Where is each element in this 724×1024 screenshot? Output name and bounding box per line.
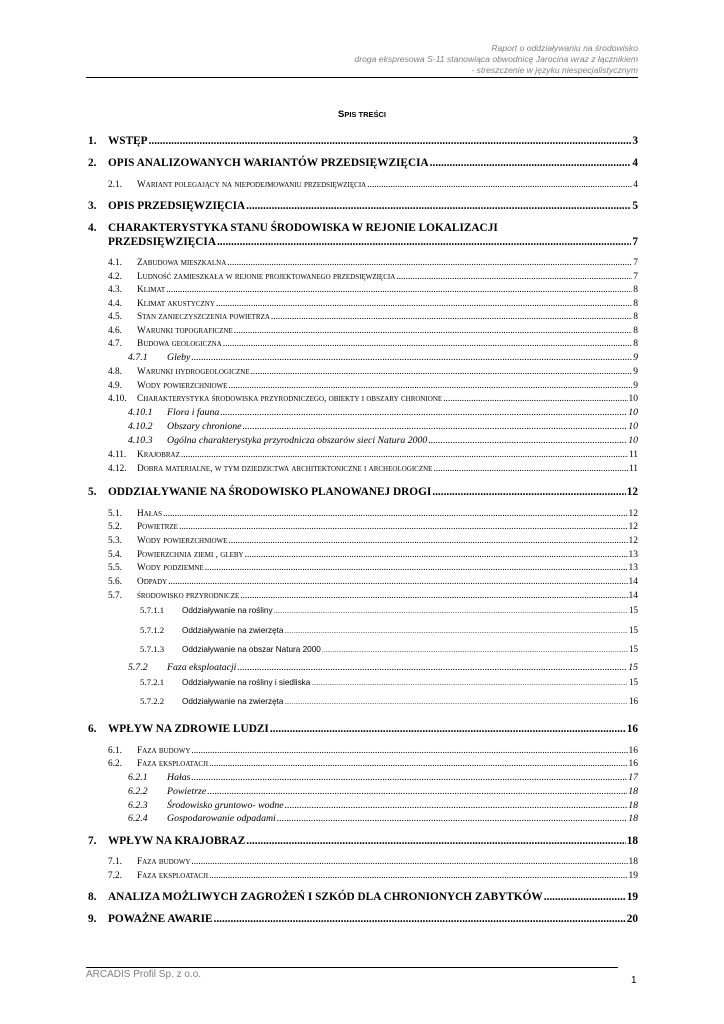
toc-text: Faza budowy xyxy=(137,746,191,756)
toc-entry-6-2-4[interactable] xyxy=(88,813,638,824)
leader-dots xyxy=(207,786,627,797)
toc-text: Klimat akustyczny xyxy=(137,299,215,309)
toc-entry-6[interactable] xyxy=(88,723,638,735)
footer-divider xyxy=(86,967,618,968)
toc-text: Gospodarowanie odpadami xyxy=(167,813,276,824)
toc-entry-4-10-3[interactable] xyxy=(88,435,638,446)
toc-entry-5-2[interactable] xyxy=(88,522,638,532)
toc-page: 12 xyxy=(628,509,638,519)
toc-page: 16 xyxy=(628,746,638,756)
toc-entry-4-6[interactable] xyxy=(88,326,638,336)
toc-num: 5.2. xyxy=(108,522,122,532)
toc-text: Flora i fauna xyxy=(167,407,220,418)
toc-text: OPIS PRZEDSIĘWZIĘCIA xyxy=(108,200,246,212)
toc-page: 8 xyxy=(633,326,638,336)
toc-entry-7-1[interactable] xyxy=(88,857,638,867)
toc-page: 18 xyxy=(626,835,638,847)
toc-page: 14 xyxy=(628,591,638,601)
toc-text: ANALIZA MOŻLIWYCH ZAGROŻEŃ I SZKÓD DLA CHRONIONYCH ZABYTKÓW xyxy=(108,891,543,903)
toc-text: Budowa geologiczna xyxy=(137,339,222,349)
toc-entry-4-2[interactable] xyxy=(88,272,638,282)
toc-text: Powietrze xyxy=(137,522,178,532)
toc-page: 11 xyxy=(628,450,638,460)
toc-entry-4-3[interactable] xyxy=(88,285,638,295)
toc-num: 4.10.2 xyxy=(128,421,153,432)
toc-num: 4.4. xyxy=(108,299,122,309)
toc-num: 7. xyxy=(88,835,97,847)
toc-text: WSTĘP xyxy=(108,135,148,147)
toc-num: 4.8. xyxy=(108,367,122,377)
toc-entry-7[interactable] xyxy=(88,835,638,847)
toc-entry-6-2[interactable] xyxy=(88,759,638,769)
leader-dots xyxy=(149,135,632,147)
toc-entry-4-7[interactable] xyxy=(88,339,638,349)
toc-page: 19 xyxy=(626,891,638,903)
toc-page: 19 xyxy=(628,871,638,881)
toc-entry-2-1[interactable] xyxy=(88,180,638,190)
toc-text: ODDZIAŁYWANIE NA ŚRODOWISKO PLANOWANEJ DROGI xyxy=(108,486,432,498)
leader-dots xyxy=(396,272,632,282)
page-header xyxy=(354,43,638,76)
leader-dots xyxy=(428,435,627,446)
toc-text: Powierzchnia ziemi , gleby xyxy=(137,550,244,560)
toc-page: 7 xyxy=(633,258,638,268)
leader-dots xyxy=(237,662,627,673)
toc-num: 4.6. xyxy=(108,326,122,336)
toc-page: 17 xyxy=(628,772,638,783)
toc-entry-6-1[interactable] xyxy=(88,746,638,756)
toc-entry-8[interactable] xyxy=(88,891,638,903)
leader-dots xyxy=(216,299,632,309)
header-line-2: droga ekspresowa S-11 stanowiąca obwodnicę Jarocina wraz z łącznikiem xyxy=(354,54,638,64)
toc-text: Warunki topograficzne xyxy=(137,326,233,336)
toc-entry-3[interactable] xyxy=(88,200,638,212)
toc-page: 9 xyxy=(633,352,638,363)
toc-entry-4-5[interactable] xyxy=(88,312,638,322)
leader-dots xyxy=(433,464,627,474)
toc-page: 16 xyxy=(626,723,638,735)
toc-entry-4-4[interactable] xyxy=(88,299,638,309)
toc-page: 18 xyxy=(628,857,638,867)
footer-company: ARCADIS Profil Sp. z o.o. xyxy=(86,969,202,980)
toc-entry-5-1[interactable] xyxy=(88,509,638,519)
leader-dots xyxy=(284,628,628,635)
toc-entry-5-3[interactable] xyxy=(88,536,638,546)
leader-dots xyxy=(214,913,626,925)
toc-text: Oddziaływanie na obszar Natura 2000 xyxy=(182,645,321,654)
toc-text: Stan zanieczyszczenia powietrza xyxy=(137,312,270,322)
toc-page: 11 xyxy=(628,464,638,474)
toc-text: POWAŻNE AWARIE xyxy=(108,913,213,925)
toc-num: 2.1. xyxy=(108,180,122,190)
leader-dots xyxy=(223,339,633,349)
leader-dots xyxy=(168,577,627,587)
toc-page: 4 xyxy=(633,180,638,190)
toc-entry-4-10-1[interactable] xyxy=(88,407,638,418)
toc-num: 5.7.1.3 xyxy=(140,644,165,654)
toc-entry-4-10-2[interactable] xyxy=(88,421,638,432)
toc-page: 7 xyxy=(632,236,638,248)
toc-text: Faza budowy xyxy=(137,857,191,867)
toc-page: 15 xyxy=(629,605,638,615)
toc-title-initial: S xyxy=(337,109,345,120)
toc-page: 4 xyxy=(632,157,638,169)
toc-text: Wody powierzchniowe xyxy=(137,536,228,546)
leader-dots xyxy=(322,647,628,654)
toc-num: 4.3. xyxy=(108,285,122,295)
toc-num: 5.7.1.1 xyxy=(140,605,165,615)
toc-text: Gleby xyxy=(167,352,191,363)
leader-dots xyxy=(179,522,628,532)
toc-text: środowisko przyrodnicze xyxy=(137,591,240,601)
toc-num: 4.5. xyxy=(108,312,122,322)
leader-dots xyxy=(228,536,627,546)
leader-dots xyxy=(181,450,628,460)
toc-num: 6. xyxy=(88,723,97,735)
toc-entry-5-6[interactable] xyxy=(88,577,638,587)
leader-dots xyxy=(430,157,632,169)
toc-num: 4.2. xyxy=(108,272,122,282)
toc-text: Klimat xyxy=(137,285,166,295)
toc-entry-4-1[interactable] xyxy=(88,258,638,268)
toc-num: 5.7.2.1 xyxy=(140,677,165,687)
toc-text: Charakterystyka środowiska przyrodniczego, obiekty i obszary chronione xyxy=(137,394,443,404)
toc-page: 12 xyxy=(628,536,638,546)
toc-text: Hałas xyxy=(137,509,162,519)
toc-num: 4.7.1 xyxy=(128,352,148,363)
toc-page: 8 xyxy=(633,312,638,322)
toc-num: 4.12. xyxy=(108,464,127,474)
leader-dots xyxy=(242,421,627,432)
toc-entry-7-2[interactable] xyxy=(88,871,638,881)
toc-page: 15 xyxy=(629,625,638,635)
toc-num: 6.1. xyxy=(108,746,122,756)
leader-dots xyxy=(209,759,627,769)
leader-dots xyxy=(234,326,632,336)
toc-page: 10 xyxy=(628,421,638,432)
toc-page: 18 xyxy=(628,800,638,811)
leader-dots xyxy=(277,813,627,824)
toc-text: Faza eksploatacji xyxy=(167,662,237,673)
toc-page: 8 xyxy=(633,299,638,309)
toc-text: Faza eksploatacji xyxy=(137,871,209,881)
leader-dots xyxy=(166,285,632,295)
toc-entry-4-12[interactable] xyxy=(88,464,638,474)
toc-page: 9 xyxy=(633,381,638,391)
toc-text: Hałas xyxy=(167,772,191,783)
toc-page: 20 xyxy=(626,913,638,925)
toc-entry-5-7-2-1[interactable] xyxy=(88,677,638,687)
toc-num: 4.10.1 xyxy=(128,407,153,418)
toc-num: 7.2. xyxy=(108,871,122,881)
toc-num: 4.11. xyxy=(108,450,127,460)
toc-text: Zabudowa mieszkalna xyxy=(137,258,227,268)
toc-text: Dobra materialne, w tym dziedzictwa architektoniczne i archeologiczne xyxy=(137,464,433,474)
toc-page: 16 xyxy=(629,696,638,706)
leader-dots xyxy=(311,680,628,687)
toc-page: 10 xyxy=(628,407,638,418)
toc-num: 6.2. xyxy=(108,759,122,769)
toc-num: 5.6. xyxy=(108,577,122,587)
header-line-1: Raport o oddziaływaniu na środowisko xyxy=(491,43,638,53)
toc-page: 13 xyxy=(628,563,638,573)
toc-num: 5.4. xyxy=(108,550,122,560)
leader-dots xyxy=(251,367,633,377)
toc-entry-4[interactable] xyxy=(88,222,638,234)
leader-dots xyxy=(544,891,626,903)
leader-dots xyxy=(284,699,628,706)
toc-num: 6.2.3 xyxy=(128,800,148,811)
leader-dots xyxy=(443,394,627,404)
toc-num: 2. xyxy=(88,157,97,169)
page-number: 1 xyxy=(631,975,637,986)
toc-page: 10 xyxy=(628,394,638,404)
toc-page: 9 xyxy=(633,367,638,377)
toc-entry-4-7-1[interactable] xyxy=(88,352,638,363)
leader-dots xyxy=(220,407,627,418)
toc-entry-5-7-1-3[interactable] xyxy=(88,644,638,654)
toc-num: 6.2.2 xyxy=(128,786,148,797)
toc-entry-2[interactable] xyxy=(88,157,638,169)
header-divider xyxy=(86,77,638,78)
toc-page: 7 xyxy=(633,272,638,282)
toc-entry-5-7[interactable] xyxy=(88,591,638,601)
toc-entry-4-10[interactable] xyxy=(88,394,638,404)
toc-num: 4.10.3 xyxy=(128,435,153,446)
leader-dots xyxy=(367,180,632,190)
header-line-3: - streszczenie w języku niespecjalistycznym xyxy=(471,65,638,75)
toc-page: 8 xyxy=(633,285,638,295)
toc-page: 15 xyxy=(628,662,638,673)
toc-entry-5-7-2[interactable] xyxy=(88,662,638,673)
toc-page: 12 xyxy=(628,522,638,532)
toc-text: Krajobraz xyxy=(137,450,180,460)
leader-dots xyxy=(245,550,628,560)
leader-dots xyxy=(191,857,627,867)
toc-text: PRZEDSIĘWZIĘCIA xyxy=(108,236,216,248)
toc-text: Ogólna charakterystyka przyrodnicza obszarów sieci Natura 2000 xyxy=(167,435,428,446)
leader-dots xyxy=(191,352,632,363)
toc-num: 5.3. xyxy=(108,536,122,546)
leader-dots xyxy=(432,486,625,498)
toc-num: 4.1. xyxy=(108,258,122,268)
toc-entry-5-7-1-2[interactable] xyxy=(88,625,638,635)
toc-entry-5-4[interactable] xyxy=(88,550,638,560)
leader-dots xyxy=(209,871,627,881)
leader-dots xyxy=(240,591,627,601)
toc-num: 5.7.2 xyxy=(128,662,148,673)
toc-num: 5.1. xyxy=(108,509,122,519)
toc-num: 5.5. xyxy=(108,563,122,573)
toc-entry-6-2-1[interactable] xyxy=(88,772,638,783)
toc-num: 4.10. xyxy=(108,394,127,404)
toc-entry-5-5[interactable] xyxy=(88,563,638,573)
toc-entry-4-8[interactable] xyxy=(88,367,638,377)
toc-title-rest: PIS TREŚCI xyxy=(344,110,387,119)
toc-num: 1. xyxy=(88,135,97,147)
leader-dots xyxy=(246,200,631,212)
toc-text: Wody powierzchniowe xyxy=(137,381,228,391)
leader-dots xyxy=(227,258,632,268)
toc-entry-5-7-2-2[interactable] xyxy=(88,696,638,706)
leader-dots xyxy=(285,800,628,811)
leader-dots xyxy=(217,236,631,248)
leader-dots xyxy=(163,509,628,519)
leader-dots xyxy=(270,723,626,735)
toc-text: Ludność zamieszkała w rejonie projektowanego przedsięwzięcia xyxy=(137,272,396,282)
leader-dots xyxy=(205,563,628,573)
toc-text: Oddziaływanie na rośliny xyxy=(182,606,273,615)
leader-dots xyxy=(191,746,627,756)
toc-entry-1[interactable] xyxy=(88,135,638,147)
toc-num: 4.9. xyxy=(108,381,122,391)
toc-entry-9[interactable] xyxy=(88,913,638,925)
toc-entry-6-2-3[interactable] xyxy=(88,800,638,811)
toc-page: 12 xyxy=(626,486,638,498)
toc-entry-4-9[interactable] xyxy=(88,381,638,391)
leader-dots xyxy=(274,608,628,615)
toc-page: 14 xyxy=(628,577,638,587)
toc-entry-5-7-1-1[interactable] xyxy=(88,605,638,615)
toc-text: Środowisko gruntowo- wodne xyxy=(167,800,284,811)
toc-text: WPŁYW NA KRAJOBRAZ xyxy=(108,835,246,847)
toc-text: Warunki hydrogeologiczne xyxy=(137,367,250,377)
toc-num: 4. xyxy=(88,222,97,234)
toc-page: 16 xyxy=(628,759,638,769)
toc-text: Faza eksploatacji xyxy=(137,759,209,769)
toc-text: Oddziaływanie na zwierzęta xyxy=(182,697,284,706)
toc-page: 18 xyxy=(628,786,638,797)
toc-entry-5[interactable] xyxy=(88,486,638,498)
toc-page: 8 xyxy=(633,339,638,349)
toc-text: WPŁYW NA ZDROWIE LUDZI xyxy=(108,723,269,735)
leader-dots xyxy=(271,312,632,322)
toc-text: Oddziaływanie na zwierzęta xyxy=(182,626,284,635)
toc-num: 5.7.1.2 xyxy=(140,625,165,635)
toc-text: Wody podziemne xyxy=(137,563,204,573)
toc-title xyxy=(0,109,724,120)
toc-entry-6-2-2[interactable] xyxy=(88,786,638,797)
toc-num: 5.7. xyxy=(108,591,122,601)
toc-page: 18 xyxy=(628,813,638,824)
toc-page: 15 xyxy=(629,644,638,654)
toc-page: 10 xyxy=(628,435,638,446)
toc-num: 7.1. xyxy=(108,857,122,867)
toc-num: 3. xyxy=(88,200,97,212)
toc-num: 6.2.4 xyxy=(128,813,148,824)
leader-dots xyxy=(191,772,627,783)
toc-text: Oddziaływanie na rośliny i siedliska xyxy=(182,678,311,687)
toc-page: 13 xyxy=(628,550,638,560)
toc-text: Obszary chronione xyxy=(167,421,242,432)
toc-text: Odpady xyxy=(137,577,168,587)
toc-num: 5. xyxy=(88,486,97,498)
toc-page: 5 xyxy=(632,200,638,212)
toc-text: OPIS ANALIZOWANYCH WARIANTÓW PRZEDSIĘWZIĘCIA xyxy=(108,157,429,169)
toc-text: Wariant polegający na niepodejmowaniu przedsięwzięcia xyxy=(137,180,367,190)
toc-num: 8. xyxy=(88,891,97,903)
toc-num: 9. xyxy=(88,913,97,925)
toc-text: CHARAKTERYSTYKA STANU ŚRODOWISKA W REJONIE LOKALIZACJI xyxy=(108,222,498,234)
toc-entry-4-11[interactable] xyxy=(88,450,638,460)
leader-dots xyxy=(246,835,625,847)
leader-dots xyxy=(228,381,632,391)
toc-num: 5.7.2.2 xyxy=(140,696,165,706)
toc-page: 3 xyxy=(632,135,638,147)
toc-num: 4.7. xyxy=(108,339,122,349)
toc-text: Powietrze xyxy=(167,786,207,797)
toc-page: 15 xyxy=(629,677,638,687)
toc-entry-4-continued[interactable] xyxy=(108,236,638,248)
toc-num: 6.2.1 xyxy=(128,772,148,783)
